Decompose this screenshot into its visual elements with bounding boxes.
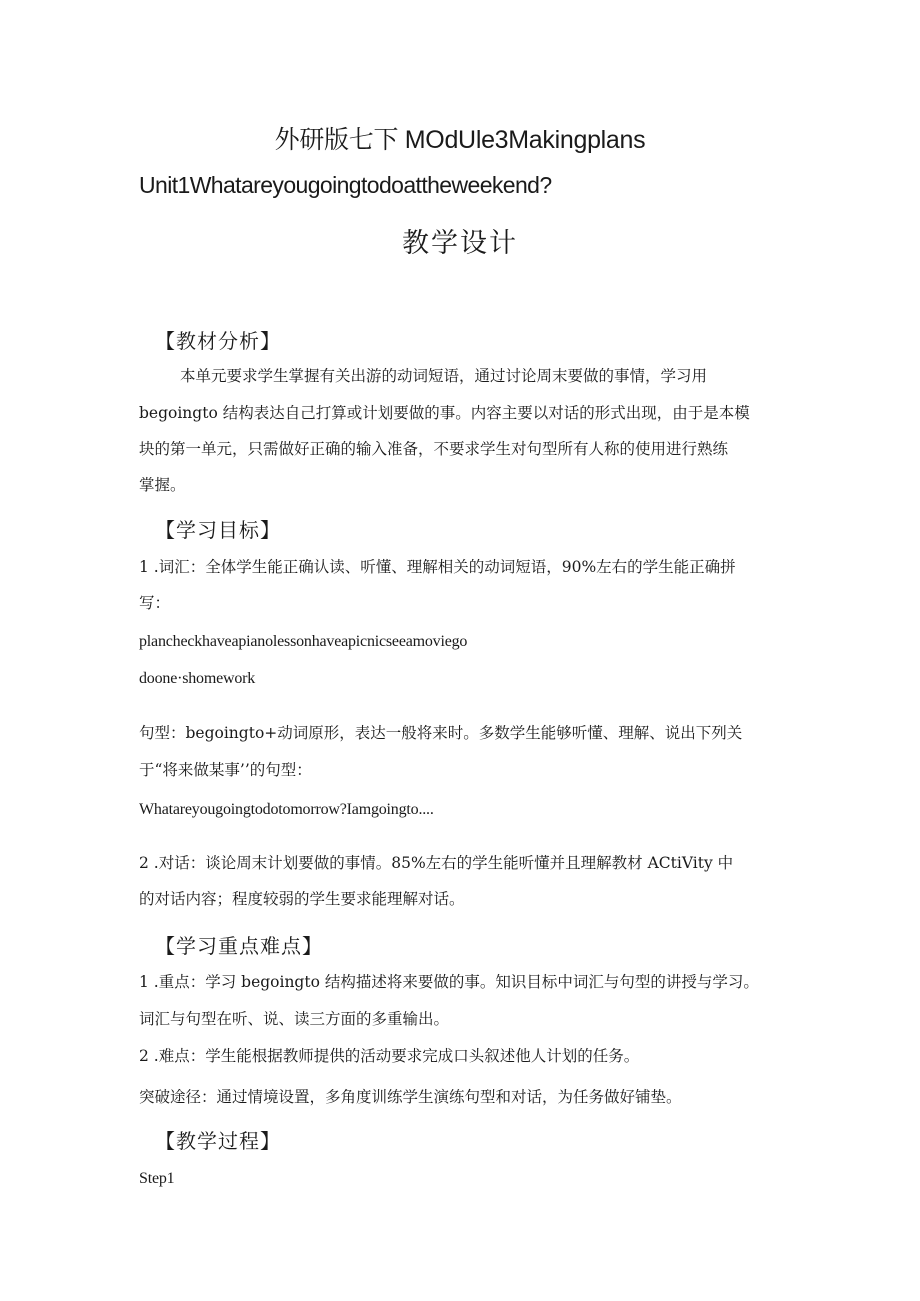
section-heading-keypoints: 【学习重点难点】 [155, 934, 323, 958]
keypoints-line-1: 1 .重点：学习 begoingto 结构描述将来要做的事。知识目标中词汇与句型的讲授与学习。 [139, 973, 759, 991]
section-heading-analysis: 【教材分析】 [155, 329, 281, 353]
objectives-line-9: 的对话内容；程度较弱的学生要求能理解对话。 [139, 890, 465, 908]
keypoints-line-3: 2 .难点：学生能根据教师提供的活动要求完成口头叙述他人计划的任务。 [139, 1047, 640, 1065]
title-line-3: 教学设计 [402, 228, 518, 259]
analysis-line-2: begoingto 结构表达自己打算或计划要做的事。内容主要以对话的形式出现，由于是本模 [139, 404, 750, 422]
section-heading-process: 【教学过程】 [155, 1129, 281, 1153]
objectives-line-1: 1 .词汇：全体学生能正确认读、听懂、理解相关的动词短语，90%左右的学生能正确拼 [139, 558, 736, 576]
keypoints-line-4: 突破途径：通过情境设置，多角度训练学生演练句型和对话，为任务做好铺垫。 [139, 1088, 682, 1106]
objectives-line-6: 于“将来做某事’’的句型： [139, 761, 312, 779]
title-line-1: 外研版七下 MOdUle3Makingplans [274, 126, 646, 154]
objectives-line-7: Whatareyougoingtodotomorrow?Iamgoingto.... [139, 801, 434, 818]
objectives-line-3: plancheckhaveapianolessonhaveapicnicseeamoviego [139, 633, 468, 650]
title-line-2: Unit1Whatareyougoingtodoattheweekend? [139, 172, 552, 198]
objectives-line-8: 2 .对话：谈论周末计划要做的事情。85%左右的学生能听懂并且理解教材 ACtiVity 中 [139, 854, 734, 872]
objectives-line-2: 写： [139, 594, 171, 612]
analysis-line-4: 掌握。 [139, 476, 186, 494]
objectives-line-4: doone·shomework [139, 670, 256, 687]
keypoints-line-2: 词汇与句型在听、说、读三方面的多重输出。 [139, 1010, 450, 1028]
objectives-line-5: 句型：begoingto+动词原形，表达一般将来时。多数学生能够听懂、理解、说出下列关 [139, 724, 743, 742]
process-line-1: Step1 [139, 1170, 175, 1187]
section-heading-objectives: 【学习目标】 [155, 518, 281, 542]
analysis-line-3: 块的第一单元，只需做好正确的输入准备，不要求学生对句型所有人称的使用进行熟练 [139, 440, 729, 458]
analysis-line-1: 本单元要求学生掌握有关出游的动词短语，通过讨论周末要做的事情，学习用 [180, 367, 708, 385]
